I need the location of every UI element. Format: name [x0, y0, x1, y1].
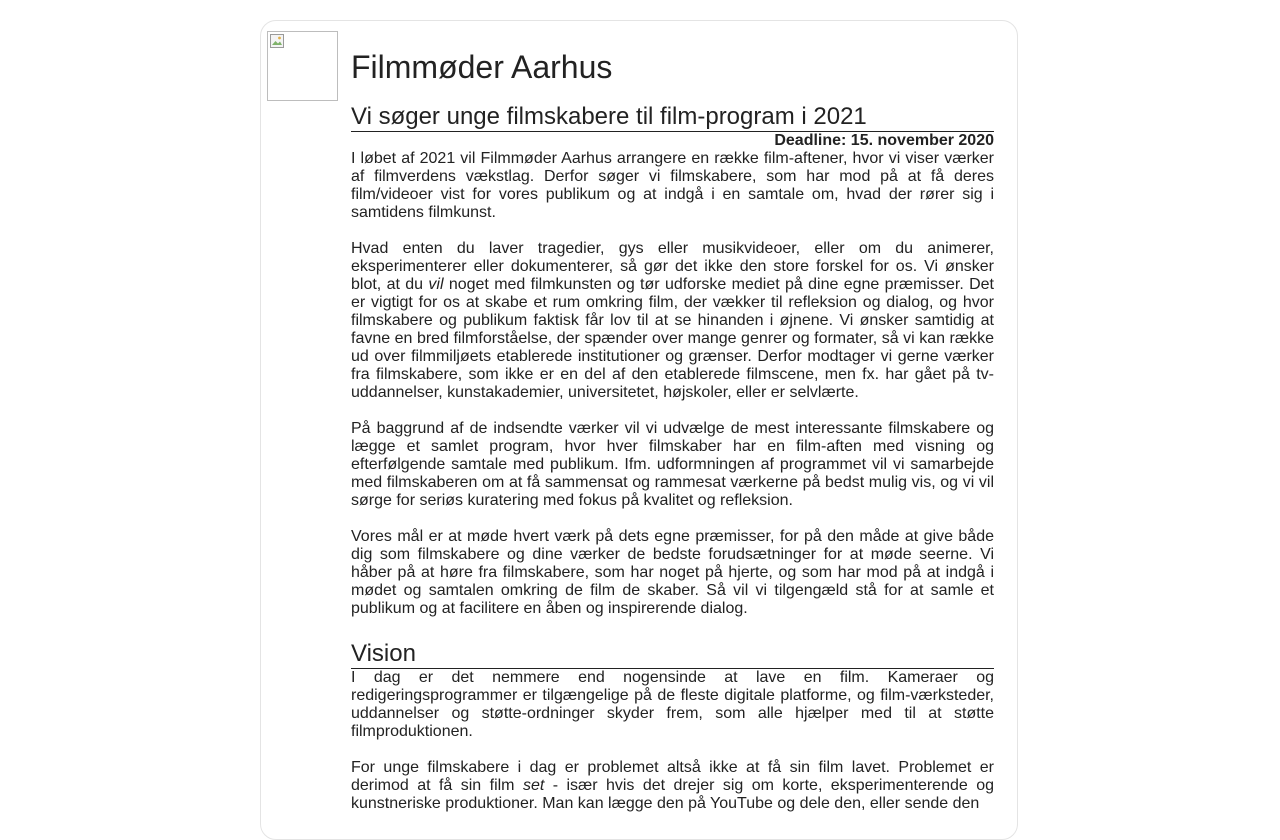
- logo-image: [267, 31, 338, 101]
- call-paragraph-2-end: noget med filmkunsten og tør udforske mediet på dine egne præmisser. Det er vigtigt for os at skabe et rum omkring film, der vækker til refleksion og dialog, og hvor filmskabere og publikum faktisk får lov til at se hinanden i øjnene. Vi ønsker samtidig at favne en bred filmforståelse, der spænder over mange genrer og formater, så vi kan række ud over filmmiljøets etablerede institutioner og grænser. Derfor modtager vi gerne værker fra filmskabere, som ikke er en del af den etablerede filmscene, men fx. har gået på tv-uddannelser, kunstakademier, universitetet, højskoler, eller er selvlærte.: [351, 276, 995, 401]
- vision-body: [351, 669, 994, 813]
- vision-paragraph-2-emphasis: set: [522, 777, 545, 794]
- call-paragraph-1: I løbet af 2021 vil Filmmøder Aarhus arrangere en række film-aftener, hvor vi viser værker af filmverdens vækstlag. Derfor søger vi filmskabere, som har mod på at få deres film/videoer vist for vores publikum og at indgå i en samtale om, hvad der rører sig i samtidens filmkunst.: [351, 150, 994, 221]
- call-paragraph-2-emphasis: vil: [428, 276, 444, 293]
- vision-paragraph-2: [351, 759, 994, 813]
- vision-paragraph-1: I dag er det nemmere end nogensinde at lave en film. Kameraer og redigeringsprogrammer er tilgængelige på de fleste digitale platforme, og film-værksteder, uddannelser og støtte-ordninger skyder frem, som alle hjælper med til at støtte filmproduktionen.: [351, 669, 994, 740]
- call-paragraph-3: På baggrund af de indsendte værker vil vi udvælge de mest interessante filmskabere og lægge et samlet program, hvor hver filmskaber har en film-aften med visning og efterfølgende samtale med publikum. Ifm. udformningen af programmet vil vi samarbejde med filmskaberen om at få sammensat og rammesat værkerne på bedst mulig vis, og vi vil sørge for seriøs kuratering med fokus på kvalitet og refleksion.: [351, 420, 994, 509]
- vision-heading: Vision: [351, 640, 994, 669]
- call-body: [351, 150, 994, 618]
- call-heading: Vi søger unge filmskabere til film-program i 2021: [351, 103, 994, 132]
- vision-paragraph-2-start: For unge filmskabere i dag er problemet altså ikke at få sin film lavet. Problemet er derimod at få sin film: [351, 759, 994, 794]
- deadline-text: Deadline: 15. november 2020: [774, 132, 994, 149]
- call-paragraph-2-start: Hvad enten du laver tragedier, gys eller musikvideoer, eller om du animerer, eksperimenterer eller dokumenterer, så gør det ikke den store forskel for os. Vi ønsker blot, at du: [351, 240, 994, 293]
- call-paragraph-2: [351, 240, 994, 402]
- vision-paragraph-2-end: - især hvis det drejer sig om korte, eksperimenterende og kunstneriske produktioner. Man kan lægge den på YouTube og dele den, eller sende den: [351, 777, 994, 812]
- site-title: Filmmøder Aarhus: [351, 49, 613, 85]
- main-content: [351, 49, 994, 813]
- call-paragraph-4: Vores mål er at møde hvert værk på dets egne præmisser, for på den måde at give både dig som filmskabere og dine værker de bedste forudsætninger for at møde seerne. Vi håber på at høre fra filmskabere, som har noget på hjerte, og som har mod på at indgå i mødet og samtalen omkring de film de skaber. Så vil vi tilgengæld stå for at samle et publikum og at facilitere en åben og inspirerende dialog.: [351, 528, 994, 617]
- broken-image-icon: [269, 33, 285, 49]
- page-container: [260, 20, 1018, 840]
